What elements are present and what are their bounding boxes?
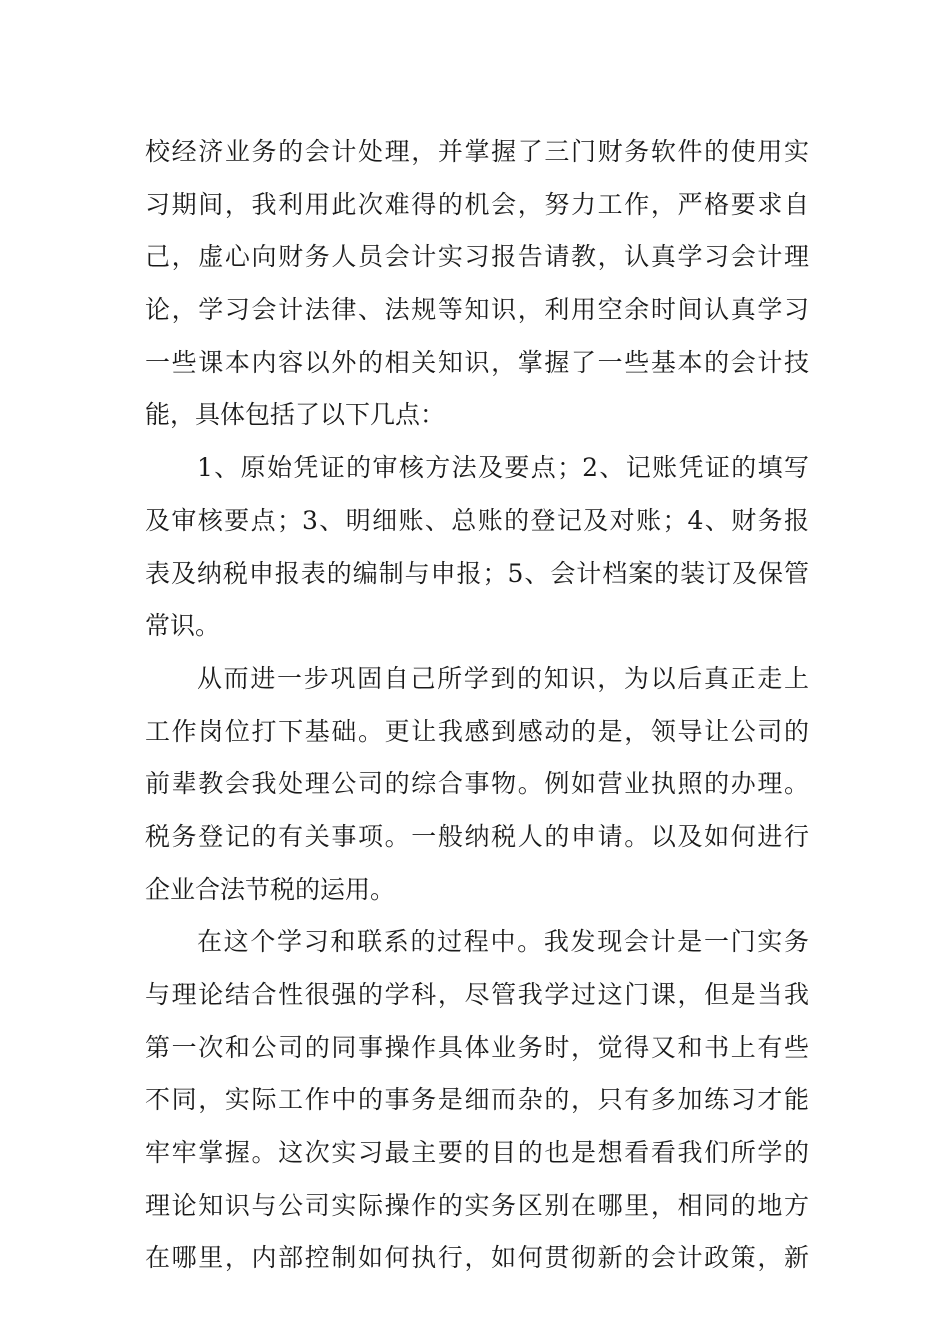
text-line: 与理论结合性很强的学科，尽管我学过这门课，但是当我 <box>145 980 809 1009</box>
text-line: 校经济业务的会计处理，并掌握了三门财务软件的使用实 <box>145 137 809 166</box>
text-line: 牢牢掌握。这次实习最主要的目的也是想看看我们所学的 <box>145 1138 809 1168</box>
text-line: 己，虚心向财务人员会计实习报告请教，认真学习会计理 <box>145 242 809 272</box>
text-line: 习期间，我利用此次难得的机会，努力工作，严格要求自 <box>145 189 809 219</box>
text-line: 工作岗位打下基础。更让我感到感动的是，领导让公司的 <box>145 716 809 746</box>
text-line: 前辈教会我处理公司的综合事物。例如营业执照的办理。 <box>145 769 809 799</box>
text-line: 表及纳税申报表的编制与申报；5、会计档案的装订及保管 <box>145 558 809 588</box>
text-line: 在这个学习和联系的过程中。我发现会计是一门实务 <box>197 927 809 957</box>
text-line: 论，学习会计法律、法规等知识，利用空余时间认真学习 <box>145 295 809 325</box>
text-line: 常识。 <box>145 611 221 641</box>
text-line: 从而进一步巩固自己所学到的知识，为以后真正走上 <box>197 663 809 693</box>
text-line: 第一次和公司的同事操作具体业务时，觉得又和书上有些 <box>145 1032 809 1062</box>
text-line: 及审核要点；3、明细账、总账的登记及对账；4、财务报 <box>145 505 809 535</box>
text-line: 不同，实际工作中的事务是细而杂的，只有多加练习才能 <box>145 1085 809 1115</box>
text-line: 在哪里，内部控制如何执行，如何贯彻新的会计政策，新 <box>145 1243 809 1273</box>
text-line: 企业合法节税的运用。 <box>145 874 396 904</box>
text-line: 能，具体包括了以下几点： <box>145 400 446 430</box>
text-line: 税务登记的有关事项。一般纳税人的申请。以及如何进行 <box>145 821 809 851</box>
text-line: 1、原始凭证的审核方法及要点；2、记账凭证的填写 <box>197 453 809 483</box>
text-line: 理论知识与公司实际操作的实务区别在哪里，相同的地方 <box>145 1190 809 1220</box>
text-line: 一些课本内容以外的相关知识，掌握了一些基本的会计技 <box>145 347 809 377</box>
document-body <box>145 126 809 1285</box>
